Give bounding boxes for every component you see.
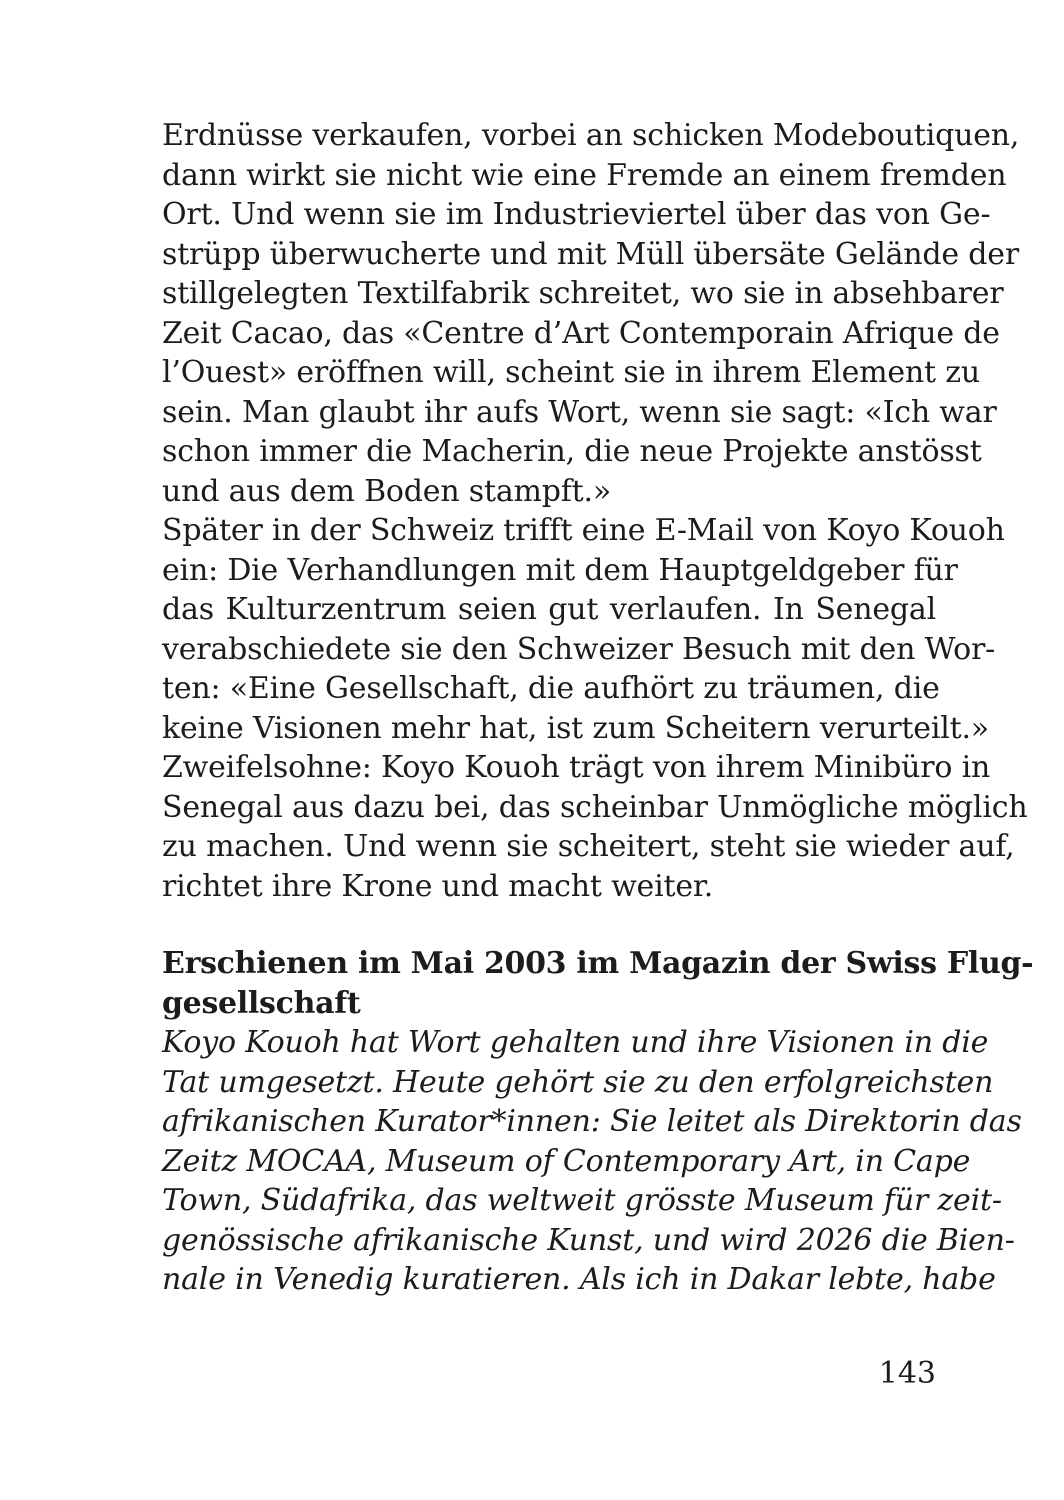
text-line: sein. Man glaubt ihr aufs Wort, wenn sie sagt: «Ich war xyxy=(162,394,997,430)
text-line: afrikanischen Kurator*innen: Sie leitet als Direktorin das xyxy=(162,1104,1022,1139)
paragraph-1 xyxy=(162,116,1020,511)
text-line: strüpp überwucherte und mit Müll übersäte Gelände der xyxy=(162,236,1019,272)
heading-line: gesellschaft xyxy=(162,985,361,1021)
section-gap xyxy=(162,906,936,944)
heading-line: Erschienen im Mai 2003 im Magazin der Swiss Flug- xyxy=(162,946,1034,981)
text-line: verabschiedete sie den Schweizer Besuch mit den Wor- xyxy=(162,631,996,667)
text-line: Zeitz MOCAA, Museum of Contemporary Art, in Cape xyxy=(162,1143,971,1179)
section-heading xyxy=(162,944,1034,1023)
text-line: ein: Die Verhandlungen mit dem Hauptgeldgeber für xyxy=(162,552,958,588)
text-line: Zweifelsohne: Koyo Kouoh trägt von ihrem Minibüro in xyxy=(162,750,991,785)
text-line: keine Visionen mehr hat, ist zum Scheitern verurteilt.» xyxy=(162,710,989,746)
text-line: l’Ouest» eröffnen will, scheint sie in ihrem Element zu xyxy=(162,355,980,390)
text-line: zu machen. Und wenn sie scheitert, steht sie wieder auf, xyxy=(162,829,1015,864)
text-line: richtet ihre Krone und macht weiter. xyxy=(162,868,714,904)
page-body xyxy=(162,116,1034,1300)
text-line: Ort. Und wenn sie im Industrieviertel über das von Ge- xyxy=(162,197,991,232)
paragraph-2 xyxy=(162,511,1028,906)
text-line: Koyo Kouoh hat Wort gehalten und ihre Visionen in die xyxy=(162,1025,989,1060)
italic-paragraph xyxy=(162,1023,1022,1300)
text-line: Erdnüsse verkaufen, vorbei an schicken Modeboutiquen, xyxy=(162,118,1020,153)
text-line: Zeit Cacao, das «Centre d’Art Contemporain Afrique de xyxy=(162,315,1000,351)
text-line: dann wirkt sie nicht wie eine Fremde an einem fremden xyxy=(162,157,1007,193)
text-line: ten: «Eine Gesellschaft, die aufhört zu träumen, die xyxy=(162,671,940,706)
text-line: genössische afrikanische Kunst, und wird 2026 die Bien- xyxy=(162,1222,1015,1258)
text-line: Senegal aus dazu bei, das scheinbar Unmögliche möglich xyxy=(162,789,1028,825)
text-line: Später in der Schweiz trifft eine E-Mail von Koyo Kouoh xyxy=(162,513,1005,548)
page-number: 143 xyxy=(878,1356,936,1391)
text-line: stillgelegten Textilfabrik schreitet, wo sie in absehbarer xyxy=(162,276,1004,311)
text-line: Town, Südafrika, das weltweit grösste Museum für zeit- xyxy=(162,1183,1002,1218)
text-line: das Kulturzentrum seien gut verlaufen. In Senegal xyxy=(162,592,936,627)
text-line: und aus dem Boden stampft.» xyxy=(162,473,612,509)
text-line: nale in Venedig kuratieren. Als ich in Dakar lebte, habe xyxy=(162,1262,996,1297)
text-line: Tat umgesetzt. Heute gehört sie zu den erfolgreichsten xyxy=(162,1064,994,1100)
text-line: schon immer die Macherin, die neue Projekte anstösst xyxy=(162,434,982,469)
